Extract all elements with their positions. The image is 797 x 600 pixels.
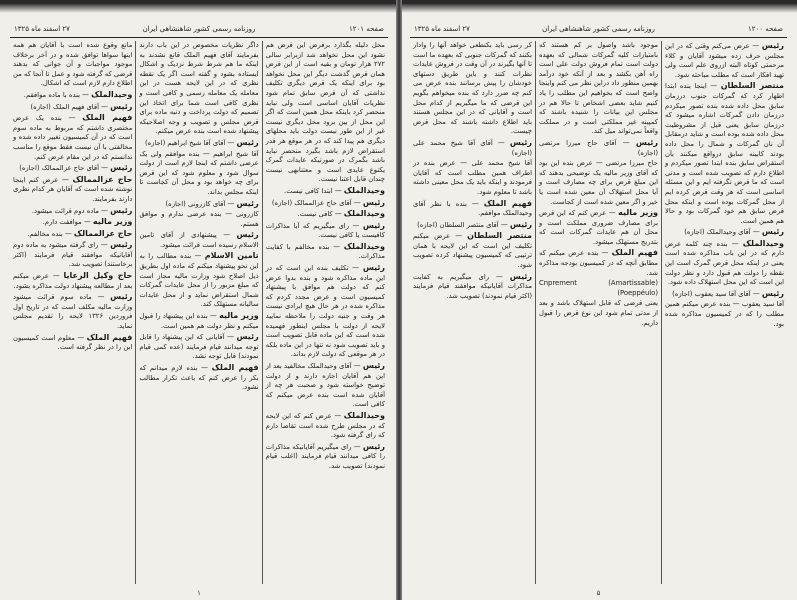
speech-text: — بنده این پیشنهاد را قبول میکنم و نظر دولت هم همین است. [139, 312, 259, 330]
speech-paragraph [139, 251, 258, 310]
text-column [136, 41, 262, 584]
speaker-name: رئیس [509, 271, 532, 281]
speech-text: محل دلیله بگذارد برفرض این قرض هم نشود این محل نخواهد شد ازبرابر سالی ۲۷۲ هزار تومان و بقیه است از این قرض همان قرض گذشت دیگر این محل نخواهد بود برای اینکه یک قرض دیگری تکلیف نداشتی که آن قرض سابق تمام شود نظریات آقایان اساسی است ولی نباید منحصر کرد باینکه محل همین است که اگر این محل از بین برود محل دیگری نیست غیر از این طور نیست دولت باید محلهای دیگری هم پیدا کند که در هر موقع هر قدر استقراض لازم باشد بگیرد منحصر نباید باشد بگمرک در صورتیکه عایدات گمرک یکنوع عایدی است و معتنابهی نیست چندان قابل اعتنا نیست. [265, 41, 385, 184]
speech-text: — ماده سوم قرائت میشود وزارت مالیه مکلف است که در تاریخ اول فروردین ۱۳۲۶ لایحه را تقدیم مجلس نماید. [13, 293, 133, 331]
speaker-name: رئیس [635, 137, 658, 147]
speech-text: — آقای منتصر السلطان (اجازه) [417, 220, 508, 229]
issue-date: ۲۷ اسفند ماه ۱۳۲۵ [414, 25, 470, 33]
speech-text: داگر نظریات مخصوص در این باب دارند بفرمایند آقای فهیم الملک قانع نشدند به اینکه ما هم شرط شرط نزدیک و اشکال ایستاده بشود و گفته است اگر یک نقطه نظری که در این لایحه هست در این معامله یک معامله رسمی و کافی است و نظری کافی است شما برای اتخاذ این تصمیم که دولت پرداخت و دنبه ماده برای قرض مجلس و تصویب و وجه اصلاحیکه پیشنهاد شده است بنده عرض میکنم. [139, 41, 259, 136]
speech-paragraph [266, 221, 385, 241]
speech-text: — آقایانی که این پیشنهاد را قابل توجه میدانند قیام فرمایند (عده کمی قیام نمودند) قابل توجه نشد. [139, 333, 259, 361]
speech-paragraph [539, 41, 658, 137]
speech-text: — آقای کازرونی (اجازه) [165, 199, 235, 208]
speech-text: — عرض کنم که این لایحه که در مجلس طرح شده است تقاضا دارم که رای گرفته شود. [265, 411, 385, 440]
speech-paragraph [13, 333, 132, 353]
speech-paragraph [539, 208, 658, 247]
speech-paragraph [665, 81, 784, 226]
speech-paragraph [139, 41, 258, 137]
speech-paragraph [539, 248, 658, 278]
speech-paragraph [665, 300, 784, 329]
speech-text: یعنی قرضی که قابل استهلاک باشد و بعد از مدتی تمام شود این نوع قرض را قبول داریم. [539, 299, 658, 327]
speaker-name: رئیس [236, 198, 259, 208]
scan-shadow [400, 4, 797, 13]
speech-text: — آقای وحیدالملک مخالفید بعد از این هم آقایان اجازه دارند و از دولت توضیح خواسته شود و صحبت هر چه از آقایان شده است بنده عرض میکنم که کافی است. [265, 362, 385, 409]
speech-paragraph [266, 41, 385, 185]
speech-paragraph [13, 292, 132, 331]
speech-text: آقا شیخ ابراهیم — بنده موافقم ولی یک عرضی داشتم که اینجا لازم است از دولت سوال شود و معلوم شود که این قرض برای چه خواهد بود و محل آن کجاست تا اینکه مجلس بداند. [139, 149, 259, 196]
speech-paragraph [139, 311, 258, 331]
speech-text: کازرونی — بنده عرضی ندارم و موافق هستم. [139, 210, 259, 228]
speech-text: — بنده عرض میکنم که مطابق آنچه که در کمیسیون بودجه مذاکره شد. [539, 249, 658, 277]
speech-paragraph [13, 90, 132, 101]
page-footer: ۵ [596, 589, 601, 597]
speech-paragraph [665, 227, 784, 238]
speaker-name: رئیس [110, 101, 133, 111]
speech-paragraph [665, 41, 784, 80]
speech-paragraph [13, 240, 132, 270]
speaker-name: رئیس [236, 230, 259, 240]
speaker-name: رئیس [110, 292, 133, 302]
speaker-name: وزیر مالیه [92, 217, 133, 227]
text-column [410, 41, 536, 584]
speech-paragraph [13, 217, 132, 228]
speaker-name: فهیم الملک [611, 248, 658, 258]
speaker-name: رئیس [362, 220, 385, 230]
speech-paragraph [539, 159, 658, 207]
speech-text: — عرض می‌کنم وقتی که در این مجلس حرف زده میشود آقایان و کلاء مرحمتی کوتاه البته ازروی علم است ولی تهید افکار است که مطلب مباحثه شود. [665, 42, 784, 79]
speaker-name: وحیدالملک [343, 241, 385, 251]
header-rule [410, 37, 787, 38]
gazette-title: روزنامه رسمی کشور شاهنشاهی ایران [542, 25, 655, 33]
speech-paragraph [413, 159, 532, 197]
speech-paragraph [413, 138, 532, 158]
speech-text: — آقای حاج عزالممالک (اجازه) [19, 164, 108, 173]
speaker-name: رئیس [236, 332, 259, 342]
speaker-name: رئیس [761, 41, 784, 50]
book-gutter [396, 0, 402, 600]
speaker-name: حاج عزالممالک [72, 174, 133, 184]
speaker-name: حاج عزالممالک [73, 228, 133, 238]
speech-paragraph [139, 363, 258, 393]
speaker-name: وحیدالملک [742, 238, 784, 248]
speech-text: — کافی نیست. [297, 210, 342, 219]
speech-text: — رای میگیریم به کفایت مذاکرات آقایانیکه موافقند قیام فرمایند (اکثر قیام نمودند) تصویب شد. [413, 272, 532, 300]
speech-paragraph [266, 442, 385, 472]
speech-paragraph [139, 210, 258, 229]
speech-paragraph [539, 138, 658, 158]
speaker-name: منتصر السلطان [467, 231, 532, 241]
speech-text: موجود باشد واصول بر کم هستند که بامتیازات کلیه گمرکات شمالی که بعهده دولت است تمام فروش دولت علی است راه آهن بکشد و بعد از آنکه خود درآمد بهمین منظور داد دراین نظر می کنم واینجا واضح است که بخواهیم این مطلب را یاد کنیم شاید بعضی اشخاص تا حالا هم در مجلس این بیانات را شنیده باشند که کمپینه غیر مملکتی است و در مملکت واقعاً نمی‌تواند میل کند. [539, 41, 658, 136]
page-footer: ۱ [197, 589, 201, 597]
speech-text: — بنده یک عرض مختصری داشتم که مربوط به ماده سوم است که در آن کمیسیون تغییر داده شده و مخالفتی با آن نیست فقط موقع را مناسب ندانستم که در این مقام عرض کنم. [13, 114, 133, 161]
text-columns [10, 41, 388, 584]
speech-paragraph [13, 229, 132, 240]
issue-date: ۲۷ اسفند ماه ۱۳۲۵ [14, 25, 70, 33]
speaker-name: رئیس [761, 288, 784, 298]
page-number: صفحه ۱۲۰۱ [348, 25, 384, 33]
speech-paragraph [13, 41, 132, 89]
speech-text: — آقای آقا شیخ محمد علی (اجازه) [413, 138, 532, 157]
speech-paragraph [266, 186, 385, 197]
text-column [263, 41, 388, 584]
speaker-name: حاج وکیل الرعایا [63, 271, 133, 281]
speech-text: — اینجا بنده ابتدا اظهار کرد که گمرکات جنوب درزمان سابق محل داده شده بنده تصور میکردم درزمان دادن گمرکات اشاره میشود که درزمان سابق یعنی قبل از مشروطیت محل داده شده بوده است و شاید درمقابل آن نان گمرکات و شمال را محل داده بودند کابینه سابق درواقع میکنند بآن استقراض سابق بنده ابتدا تصور میکردم و اطلاع دارم که تصویب شده است و مدتی است که ما قرض نگرفته ایم و این مسئله اساسی است که هر وقت قرض کرده ایم از محل گمرکات بوده است و اینکه محل قرض سابق هم خود گمرکات بود و حالا هم همین است. [665, 82, 784, 225]
speech-text: — تکلیف بنده این است که در این ماده مذاکره شود و بنده بدوا عرض کنم که دولت هم موافق با پیشنهاد کمیسیون است و عرض مجدد کردم که مذاکره شده در هر حال هیچ ایرادی نیست هر وقت و جنبه دولت را ملاحظه نمایید لایحه از دولت با مجلس اینطور فهمیده شده است که این ماده قابل تصویب است و باید تصویب شود نه تنها در این ماده بلکه در هر موقعی که دولت لازم بداند. [265, 264, 385, 359]
speech-paragraph [139, 230, 258, 250]
header-rule [10, 37, 388, 38]
speech-paragraph [13, 102, 132, 113]
speaker-name: فهیم الملک [82, 113, 133, 123]
left-page [0, 4, 398, 600]
speaker-name: وحیدالملک [343, 209, 385, 219]
speech-paragraph [266, 209, 385, 220]
speech-paragraph [665, 239, 784, 288]
speaker-name: رئیس [509, 137, 532, 147]
speaker-name: فهیم الملک [211, 363, 259, 372]
speech-paragraph [413, 41, 532, 137]
speaker-name: رئیس [110, 240, 133, 250]
text-column [662, 41, 787, 584]
speech-text: — ماده دوم قرائت میشود. [31, 206, 108, 215]
speech-paragraph [13, 113, 132, 162]
page-header [10, 23, 388, 37]
speaker-name: رئیس [110, 205, 133, 215]
speaker-name: فهیم الملک [483, 198, 532, 208]
speaker-name: رئیس [761, 227, 784, 237]
speaker-name: وزیر مالیه [618, 208, 658, 218]
speaker-name: رئیس [110, 163, 133, 173]
speech-paragraph [266, 411, 385, 441]
speech-paragraph [413, 199, 532, 219]
speech-paragraph [139, 150, 258, 198]
speaker-name: رئیس [236, 137, 259, 147]
speech-text: — آقای فهیم الملک (اجازه) [30, 102, 108, 111]
speech-text: — رای میگیریم آقایانیکه مذاکرات را کافی میدانند قیام فرمایند (اغلب قیام نمودند) تصویب شد. [265, 442, 385, 470]
speech-paragraph [665, 289, 784, 300]
scan-shadow [0, 4, 398, 13]
speech-text: — عرض میکنم تکلیف این است که این لایحه با همان ترتیبی که کمیسیون پیشنهاد کرده تصویب شود. [413, 232, 532, 270]
speaker-name: رئیس [362, 441, 385, 451]
speech-text: — آقای حاج میرزا مرتضی (اجازه) [539, 138, 658, 157]
speech-text: حاج میرزا مرتضی — عرض بنده این بود که آقای وزیر مالیه یک توضیحی بدهند که این مبلغ قرض برای چه مصارف است و آیا محل استهلاک آن معین شده است یا خیر و اگر معین شده است از کجاست. [539, 159, 658, 206]
speaker-name: رئیس [509, 219, 532, 229]
speech-text: — موافقت دارم. [42, 218, 91, 227]
speech-text: — بنده با نظر آقای وحیدالملک موافقم. [413, 199, 532, 218]
gazette-title: روزنامه رسمی کشور شاهنشاهی ایران [142, 25, 256, 33]
speaker-name: رئیس [362, 361, 385, 370]
speech-text: — آقای وحیدالملک (اجازه) [684, 228, 760, 237]
speech-paragraph [139, 199, 258, 210]
speech-text: — بنده با ماده موافقم. [23, 90, 89, 99]
speech-paragraph [266, 198, 385, 209]
speech-paragraph [413, 220, 532, 231]
speech-paragraph [413, 272, 532, 302]
speech-text: کر رسی باید بکنطعی خواهد آنها را وادار بکنند که گمرکات جنوبی که بعهده ما است تا آنها بگیرند در آن وقت در فروش عایدات نظرات کنند و باین طریق دستهای خودشان را پیش برسانند بنده عرض می کنم چه ضرر دارد که بنده میخواهم بگویم این قرضی که ما میگیریم از کدام محل است و آقایانی که در این مجلس هستند باید اطلاع داشته باشند که محل قرض چیست. [413, 41, 532, 136]
page-number: صفحه ۱۲۰۰ [747, 25, 783, 33]
speaker-name: وحیدالملک [91, 89, 133, 99]
speech-text: — بنده مخالفم با کفایت مذاکرات. [265, 242, 385, 261]
page-header [410, 23, 787, 37]
speech-text: — رای میگیریم که آیا مذاکرات کافیست یا کافی نیست. [265, 221, 385, 240]
speech-text: — آقای حاج عزالممالک (اجازه) [271, 198, 361, 207]
speech-paragraph [266, 263, 385, 360]
text-columns [410, 41, 787, 584]
speech-text: آقا شیخ محمد علی — عرض بنده در اطراف همین مطلب است که آقایان فرمودند و اینکه باید یک محل معینی داشته باشد تا معلوم شود. [413, 159, 532, 196]
speech-text: — عرض کنم که این قرض برای مصارف ضروری مملکت است و محل آن هم عایدات گمرکات است که بتدریج مستهلک میشود. [539, 209, 658, 246]
speaker-name: وزیر مالیه [219, 311, 259, 321]
speech-text: — آقای آقا شیخ ابراهیم (اجازه) [144, 138, 235, 147]
speech-paragraph [266, 361, 385, 410]
speech-paragraph [13, 206, 132, 217]
speech-text: — پیشنهادی از آقای تامین الاسلام رسیده است قرائت میشود. [139, 231, 259, 249]
speech-text: — بنده مطالب را به این نحو پیشنهاد میکنم که ماده اول بطریق ذیل اصلاح شود وزارت مالیه مجاز است که مبلغ مزبور را از محل عایدات گمرکات شمال استقراض نماید و از محل عایدات سالیانه مستهلک کند. [139, 252, 259, 309]
speaker-name: فهیم الملک [86, 332, 133, 342]
speech-paragraph [139, 332, 258, 362]
speech-paragraph [539, 279, 658, 298]
speaker-name: وحیدالملک [343, 410, 385, 420]
speech-text: — عرض میکنم بعد از مطالعه پیشنهاد دولت مذاکره بشود. [13, 272, 133, 290]
speaker-name: تامین الاسلام [204, 251, 259, 261]
speaker-name: منتصر السلطان [720, 81, 784, 91]
speech-text: — بنده لازم میدانم که بکر را عرض کنم که باعث تکرار مطالب نشود. [139, 364, 259, 392]
speech-paragraph [13, 163, 132, 174]
speech-text: مانع وقوع شده است با آقایان هم همه اینها سواها توافق شده و در آخر برخلاف موجود مواجبات و آن جوانی که بدهند قرضی که گرفته شود و عمل تا آنجا که من اطلاع دارم لازم است که اشکال. [13, 41, 133, 88]
speaker-name: رئیس [362, 263, 385, 273]
speech-text: — معلوم است کمیسیون این را در نظر گرفته است. [13, 333, 133, 352]
text-column [10, 41, 136, 584]
speech-paragraph [266, 242, 385, 262]
text-column [536, 41, 662, 584]
speech-paragraph [413, 231, 532, 270]
speech-text: — بنده مخالفم. [27, 229, 72, 238]
speech-text: آقا سید یعقوب — بنده عرض میکنم همین مطلب را که در کمیسیون مذاکره شده بود. [665, 300, 784, 328]
speech-text: — رای گرفته میشود به ماده دوم آقایانیکه موافقند قیام فرمایند (اکثر برخاستند) تصویب شد. [13, 241, 133, 269]
speech-text: (Amartissable) Cnprement (Poeppéulo) [539, 279, 658, 297]
speech-paragraph [13, 175, 132, 205]
speaker-name: رئیس [362, 197, 385, 207]
speech-text: — آقای آقا سید یعقوب (اجازه) [672, 289, 760, 298]
speech-text: — ابتدا کافی نیست. [283, 186, 342, 195]
speech-paragraph [539, 299, 658, 328]
speaker-name: وحیدالملک [343, 185, 385, 195]
right-page [400, 4, 797, 600]
speech-paragraph [139, 138, 258, 149]
speech-paragraph [13, 271, 132, 291]
speech-text: — بنده چند کلمه عرض دارم که در این باب مذاکره شده است یعنی در اینکه محل قرض گمرک است این نقطه را دولت هم قبول دارد و نظر دولت این است که این محل استهلاک داده شود. [665, 239, 784, 287]
speech-text: — عرض کنم اینجا نوشته شده است که آقایان هر کدام نظری دارند بفرمایند. [13, 175, 133, 203]
